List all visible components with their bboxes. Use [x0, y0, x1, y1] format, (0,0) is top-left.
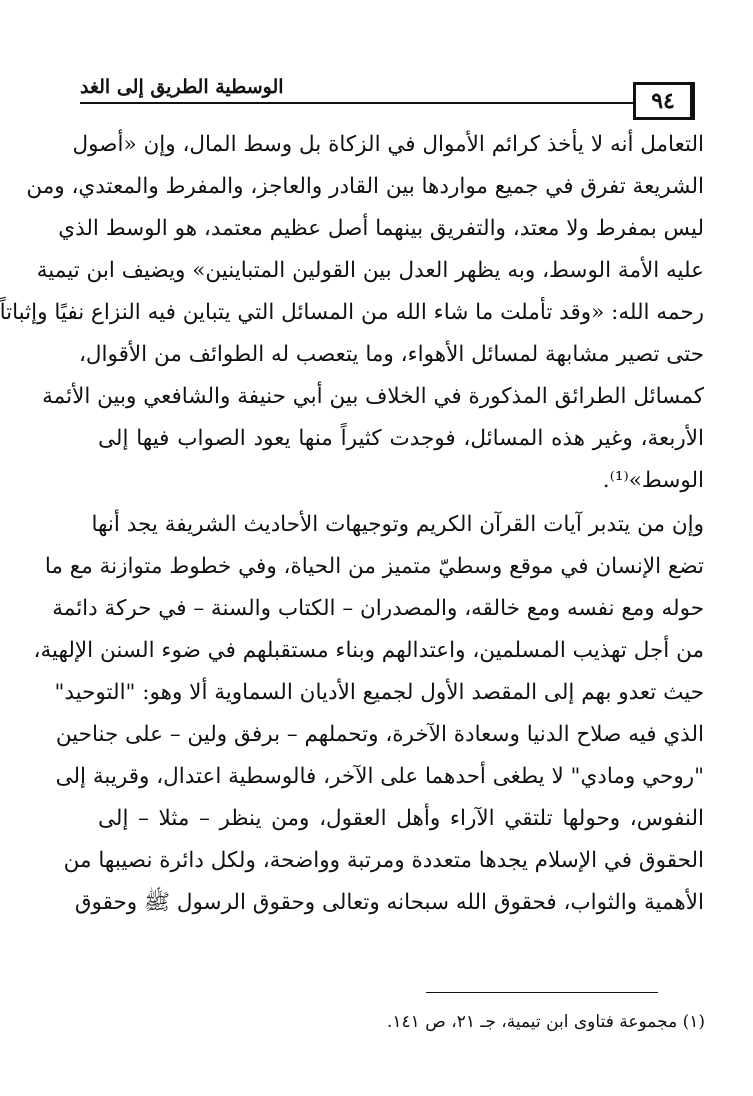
text-line: حوله ومع نفسه ومع خالقه، والمصدران – الكتاب والسنة – في حركة دائمة	[52, 596, 704, 621]
text-line: الذي فيه صلاح الدنيا وسعادة الآخرة، وتحملهم – برفق ولين – على جناحين	[55, 722, 704, 747]
text-line: تضع الإنسان في موقع وسطيّ متميز من الحياة، وفي خطوط متوازنة مع ما	[44, 554, 704, 579]
text-line: وإن من يتدبر آيات القرآن الكريم وتوجيهات الأحاديث الشريفة يجد أنها	[91, 512, 704, 537]
text-line: حتى تصير مشابهة لمسائل الأهواء، وما يتعصب له الطوائف من الأقوال،	[78, 342, 704, 367]
text-line: النفوس، وحولها تلتقي الآراء وأهل العقول، ومن ينظر – مثلا – إلى	[98, 806, 704, 831]
paragraph	[33, 504, 704, 924]
text-line: حيث تعدو بهم إلى المقصد الأول لجميع الأديان السماوية ألا وهو: "التوحيد"	[54, 680, 704, 705]
text-line: التعامل أنه لا يأخذ كرائم الأموال في الزكاة بل وسط المال، وإن «أصول	[72, 132, 704, 157]
text-line: الأربعة، وغير هذه المسائل، فوجدت كثيراً منها يعود الصواب فيها إلى	[98, 426, 704, 451]
text-line: الأهمية والثواب، فحقوق الله سبحانه وتعالى وحقوق الرسول ﷺ وحقوق	[74, 890, 704, 915]
header-rule	[80, 102, 633, 104]
body-text	[0, 124, 704, 924]
text-line: "روحي ومادي" لا يطغى أحدهما على الآخر، فالوسطية اعتدال، وقريبة إلى	[55, 764, 704, 789]
page-number: ٩٤	[633, 82, 695, 120]
text-line: عليه الأمة الوسط، وبه يظهر العدل بين القولين المتباينين» ويضيف ابن تيمية	[36, 258, 704, 283]
paragraph	[0, 124, 704, 502]
footnote-rule	[426, 992, 658, 993]
text-line: ليس بمفرط ولا معتد، والتفريق بينهما أصل عظيم معتمد، هو الوسط الذي	[58, 216, 704, 241]
text-line: من أجل تهذيب المسلمين، واعتدالهم وبناء مستقبلهم في ضوء السنن الإلهية،	[33, 638, 704, 663]
running-title: الوسطية الطريق إلى الغد	[80, 76, 292, 98]
footnote: (١) مجموعة فتاوى ابن تيمية، جـ ٢١، ص ١٤١.	[387, 1012, 705, 1032]
text-line: رحمه الله: «وقد تأملت ما شاء الله من المسائل التي يتباين فيه النزاع نفيًا وإثباتاً	[0, 300, 704, 325]
page-header	[80, 72, 695, 122]
text-line: الشريعة تفرق في جميع مواردها بين القادر والعاجز، والمفرط والمعتدي، ومن	[26, 174, 704, 199]
text-line: الوسط»⁽¹⁾.	[602, 468, 704, 493]
text-line: كمسائل الطرائق المذكورة في الخلاف بين أبي حنيفة والشافعي وبين الأئمة	[42, 384, 704, 409]
text-line: الحقوق في الإسلام يجدها متعددة ومرتبة وواضحة، ولكل دائرة نصيبها من	[63, 848, 704, 873]
